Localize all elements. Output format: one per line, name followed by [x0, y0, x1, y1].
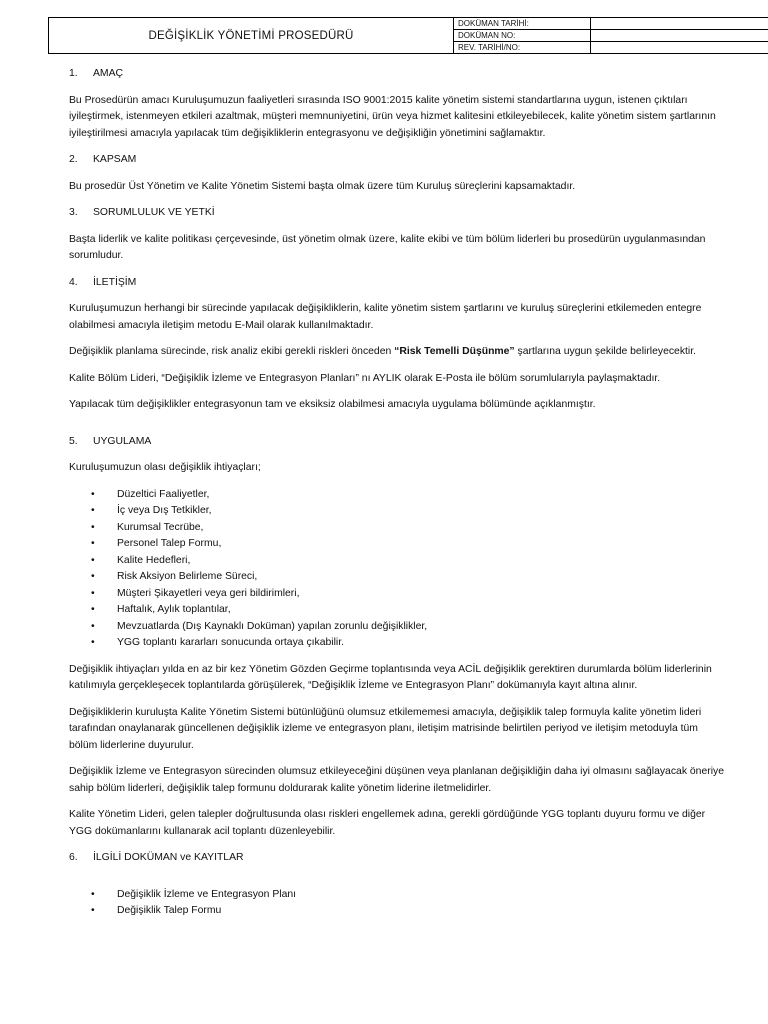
- paragraph: Bu prosedür Üst Yönetim ve Kalite Yönetim Sistemi başta olmak üzere tüm Kuruluş süreçlerini kapsamaktadır.: [69, 180, 576, 192]
- section-number: 6.: [69, 852, 78, 863]
- section-heading: [69, 434, 729, 451]
- section-title: KAPSAM: [93, 154, 137, 165]
- meta-label: REV. TARİHİ/NO:: [454, 42, 591, 53]
- section-title: İLETİŞİM: [93, 276, 137, 288]
- list-item-text: Mevzuatlarda (Dış Kaynaklı Doküman) yapılan zorunlu değişiklikler,: [117, 620, 428, 632]
- section-title: İLGİLİ DOKÜMAN ve KAYITLAR: [93, 852, 244, 863]
- list-item: [69, 503, 729, 520]
- list-item: [69, 569, 729, 586]
- paragraph: Yapılacak tüm değişiklikler entegrasyonun tam ve eksiksiz olabilmesi amacıyla uygulama bölümünde açıklanmıştır.: [69, 399, 596, 410]
- list-item: [69, 903, 729, 920]
- paragraph: Bu Prosedürün amacı Kuruluşumuzun faaliyetleri sırasında ISO 9001:2015 kalite yönetim sistemi standartlarına uygun, istenen çıktıları iyileştirmek, istenmeyen etkileri azaltmak, müşteri memnuniyetini, ürün veya hizmet kalitesini etkileyebilecek, kalite yönetim sistem şartlarının iyileştirilmesi amacıyla yapılacak tüm değişikliklerin entegrasyonu ve değişikliğin yönetimini sağlamaktır.: [69, 94, 716, 139]
- list-item: [69, 635, 729, 652]
- section-number: 4.: [69, 276, 78, 288]
- document-title: DEĞİŞİKLİK YÖNETİMİ PROSEDÜRÜ: [49, 18, 454, 53]
- section-heading: [69, 275, 729, 292]
- section-number: 5.: [69, 435, 78, 447]
- list-item: [69, 536, 729, 553]
- section-number: 3.: [69, 207, 78, 218]
- paragraph: Başta liderlik ve kalite politikası çerçevesinde, üst yönetim olmak üzere, kalite ekibi ve tüm bölüm liderleri bu prosedürün uygulanmasından sorumludur.: [69, 233, 706, 261]
- list-item-text: Kurumsal Tecrübe,: [117, 521, 204, 533]
- list-item: [69, 586, 729, 603]
- list-item-text: Risk Aksiyon Belirleme Süreci,: [117, 571, 258, 582]
- meta-value: [591, 42, 768, 53]
- paragraph: Değişikliklerin kuruluşta Kalite Yönetim Sistemi bütünlüğünü olumsuz etkilememesi amacıyla, değişiklik talep formuyla kalite yönetim lideri tarafından onaylanarak güncellenen değişiklik izleme ve entegrasyon planı, iletişim matrisinde belirtilen periyod ve iletişim metoduyla tüm bölüm liderlerine duyurulur.: [69, 706, 702, 751]
- text-run: şartlarına uygun şekilde belirleyecektir.: [514, 346, 696, 357]
- section-heading: [69, 66, 729, 83]
- paragraph: Kuruluşumuzun olası değişiklik ihtiyaçları;: [69, 462, 261, 473]
- section-number: 2.: [69, 154, 78, 165]
- list-item-text: İç veya Dış Tetkikler,: [117, 505, 212, 516]
- paragraph: Değişiklik ihtiyaçları yılda en az bir kez Yönetim Gözden Geçirme toplantısında veya ACİL değişiklik gerektiren durumlarda bölüm liderlerinin katılımıyla gerçekleşecek toplantılarda görüşülerek, “Değişiklik İzleme ve Entegrasyon Planı” dokümanıyla kayıt altına alınır.: [69, 663, 712, 691]
- meta-value: [591, 30, 768, 41]
- meta-value: [591, 18, 768, 29]
- list-item-text: Personel Talep Formu,: [117, 538, 222, 549]
- list-item: [69, 602, 729, 619]
- paragraph: Kuruluşumuzun herhangi bir sürecinde yapılacak değişikliklerin, kalite yönetim sistem şartlarını ve kuruluş süreçlerini etkilemeden entegre olabilmesi amacıyla iletişim metodu E-Mail olarak kullanılmaktadır.: [69, 303, 702, 331]
- list-item: [69, 553, 729, 570]
- bold-term: “Risk Temelli Düşünme”: [394, 346, 515, 357]
- list-item: [69, 487, 729, 504]
- section-heading: [69, 205, 729, 222]
- paragraph: Kalite Bölüm Lideri, “Değişiklik İzleme ve Entegrasyon Planları” nı AYLIK olarak E-Posta ile bölüm sorumlularıyla paylaşmaktadır.: [69, 372, 661, 384]
- list-item-text: Haftalık, Aylık toplantılar,: [117, 604, 231, 615]
- document-header-table: [48, 17, 768, 54]
- paragraph: [69, 344, 729, 361]
- change-needs-list: [69, 487, 729, 652]
- document-meta: [454, 18, 768, 53]
- meta-row-date: [454, 18, 768, 30]
- list-item-text: Düzeltici Faaliyetler,: [117, 488, 210, 500]
- related-documents-list: [69, 887, 729, 920]
- paragraph: Değişiklik İzleme ve Entegrasyon sürecinden olumsuz etkileyeceğini düşünen veya planlanan değişikliğin daha iyi olmasını sağlayacak öneriye sahip bölüm liderleri, değişiklik talep formunu doldurarak kalite yönetim liderine iletmelidirler.: [69, 766, 724, 794]
- list-item: [69, 887, 729, 904]
- list-item-text: Kalite Hedefleri,: [117, 554, 191, 566]
- section-heading: [69, 850, 729, 867]
- meta-label: DOKÜMAN NO:: [454, 30, 591, 41]
- list-item-text: YGG toplantı kararları sonucunda ortaya çıkabilir.: [117, 637, 344, 648]
- list-item-text: Değişiklik İzleme ve Entegrasyon Planı: [117, 888, 297, 900]
- section-title: SORUMLULUK VE YETKİ: [93, 207, 215, 218]
- text-run: Değişiklik planlama sürecinde, risk analiz ekibi gerekli riskleri önceden: [69, 346, 395, 357]
- document-body: [69, 66, 729, 920]
- meta-label: DOKÜMAN TARİHİ:: [454, 18, 591, 29]
- meta-row-revision: [454, 42, 768, 53]
- section-title: AMAÇ: [93, 68, 124, 79]
- list-item: [69, 520, 729, 537]
- list-item-text: Müşteri Şikayetleri veya geri bildirimleri,: [117, 587, 300, 599]
- list-item: [69, 619, 729, 636]
- meta-row-number: [454, 30, 768, 42]
- section-heading: [69, 152, 729, 169]
- paragraph: Kalite Yönetim Lideri, gelen talepler doğrultusunda olası riskleri engellemek adına, gerekli gördüğünde YGG toplantı duyuru formu ve diğer YGG dokümanlarını kullanarak acil toplantı düzenleyebilir.: [69, 809, 706, 837]
- list-item-text: Değişiklik Talep Formu: [117, 905, 222, 916]
- section-number: 1.: [69, 68, 78, 79]
- section-title: UYGULAMA: [93, 435, 152, 447]
